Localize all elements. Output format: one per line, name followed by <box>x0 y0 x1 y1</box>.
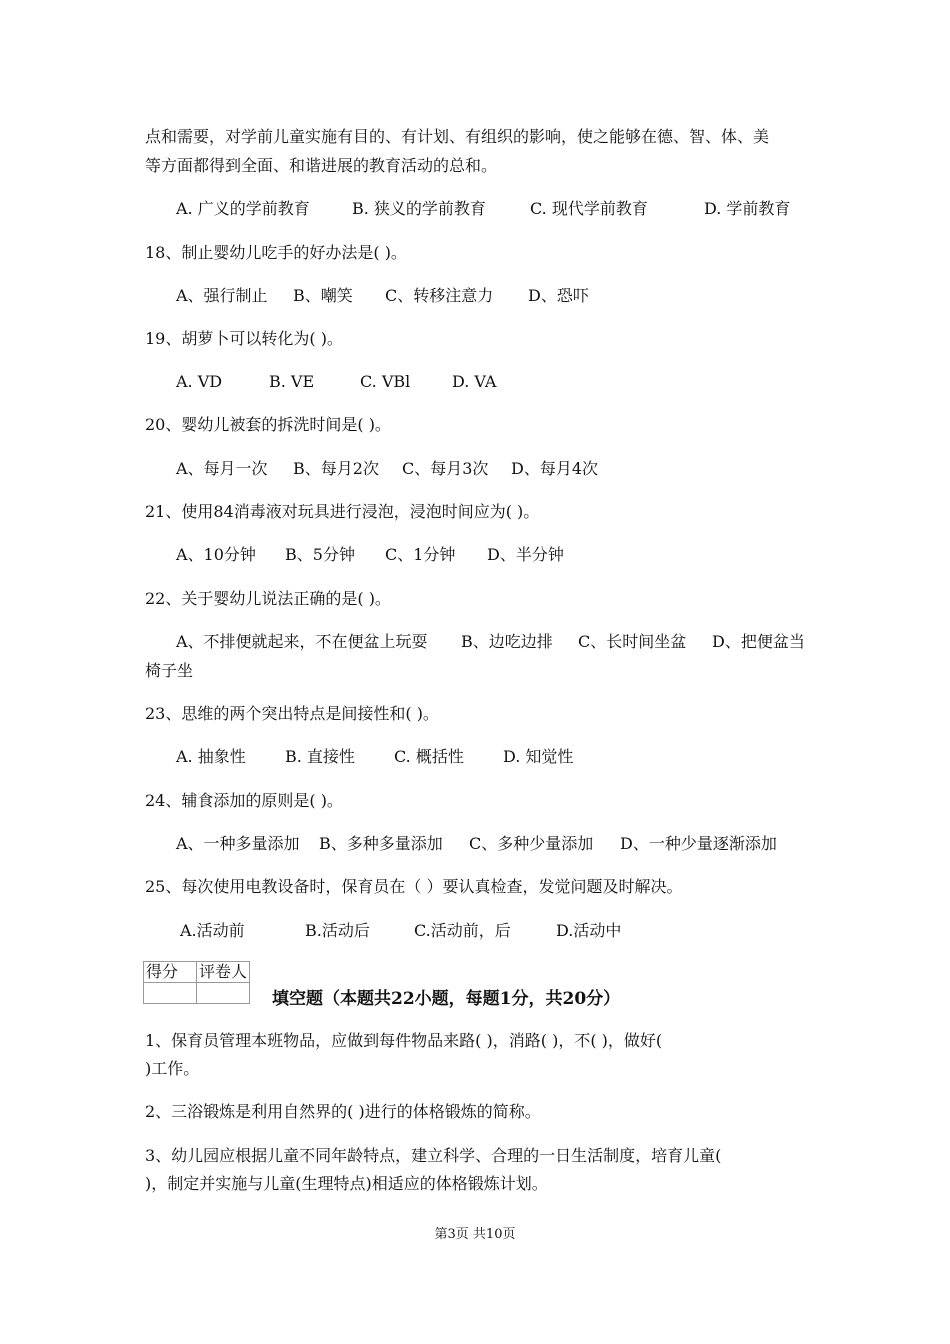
question-19-option-d: D. VA <box>452 372 497 391</box>
question-18-option-d: D、恐吓 <box>528 286 589 305</box>
question-22-continuation: 椅子坐 <box>145 661 194 680</box>
question-24-stem: 24、辅食添加的原则是( )。 <box>145 791 343 810</box>
question-23-option-c: C. 概括性 <box>394 747 464 766</box>
score-box <box>143 961 250 1004</box>
question-19-option-c: C. VBl <box>360 372 411 391</box>
question-25-option-b: B.活动后 <box>305 921 370 940</box>
question-25-stem: 25、每次使用电教设备时，保育员在（ ）要认真检查，发觉问题及时解决。 <box>145 877 683 896</box>
question-18-option-a: A、强行制止 <box>176 286 268 305</box>
question-22-option-b: B、边吃边排 <box>461 632 553 651</box>
fill-blank-1-line-1: 1、保育员管理本班物品，应做到每件物品来路( )，消路( )，不( )，做好( <box>145 1031 663 1050</box>
question-20-option-d: D、每月4次 <box>511 459 599 478</box>
question-18-stem: 18、制止婴幼儿吃手的好办法是( )。 <box>145 243 407 262</box>
question-22-stem: 22、关于婴幼儿说法正确的是( )。 <box>145 589 391 608</box>
question-23-stem: 23、思维的两个突出特点是间接性和( )。 <box>145 704 439 723</box>
intro-line-2: 等方面都得到全面、和谐进展的教育活动的总和。 <box>145 156 498 175</box>
intro-option-b: B. 狭义的学前教育 <box>352 199 486 218</box>
question-21-option-c: C、1分钟 <box>385 545 456 564</box>
question-18-option-b: B、嘲笑 <box>293 286 353 305</box>
question-19-option-a: A. VD <box>176 372 223 391</box>
question-21-option-b: B、5分钟 <box>285 545 355 564</box>
question-19-stem: 19、胡萝卜可以转化为( )。 <box>145 329 343 348</box>
question-20-option-c: C、每月3次 <box>402 459 489 478</box>
question-19-option-b: B. VE <box>269 372 315 391</box>
question-23-option-a: A. 抽象性 <box>176 747 246 766</box>
score-cell <box>144 983 197 1004</box>
fill-blank-3-line-1: 3、幼儿园应根据儿童不同年龄特点，建立科学、合理的一日生活制度，培育儿童( <box>145 1146 722 1165</box>
question-25-option-c: C.活动前，后 <box>414 921 511 940</box>
question-21-stem: 21、使用84消毒液对玩具进行浸泡，浸泡时间应为( )。 <box>145 502 540 521</box>
question-24-option-c: C、多种少量添加 <box>469 834 594 853</box>
question-23-option-b: B. 直接性 <box>285 747 355 766</box>
question-18-option-c: C、转移注意力 <box>385 286 494 305</box>
score-label: 得分 <box>144 962 197 983</box>
intro-option-d: D. 学前教育 <box>704 199 791 218</box>
question-22-option-a: A、不排便就起来，不在便盆上玩耍 <box>176 632 428 651</box>
intro-option-a: A. 广义的学前教育 <box>176 199 310 218</box>
fill-blank-1-line-2: )工作。 <box>145 1059 200 1078</box>
section-title: 填空题（本题共22小题，每题1分，共20分） <box>272 989 621 1009</box>
question-25-option-a: A.活动前 <box>180 921 245 940</box>
fill-blank-3-line-2: )，制定并实施与儿童(生理特点)相适应的体格锻炼计划。 <box>145 1174 548 1193</box>
question-20-stem: 20、婴幼儿被套的拆洗时间是( )。 <box>145 415 391 434</box>
page-footer: 第3页 共10页 <box>434 1227 516 1242</box>
question-22-option-c: C、长时间坐盆 <box>578 632 687 651</box>
intro-line-1: 点和需要，对学前儿童实施有目的、有计划、有组织的影响，使之能够在德、智、体、美 <box>145 127 770 146</box>
question-21-option-d: D、半分钟 <box>487 545 564 564</box>
question-21-option-a: A、10分钟 <box>176 545 256 564</box>
question-20-option-a: A、每月一次 <box>176 459 268 478</box>
question-24-option-b: B、多种多量添加 <box>319 834 443 853</box>
question-23-option-d: D. 知觉性 <box>503 747 574 766</box>
fill-blank-2-line-1: 2、三浴锻炼是利用自然界的( )进行的体格锻炼的简称。 <box>145 1102 541 1121</box>
question-25-option-d: D.活动中 <box>556 921 622 940</box>
question-24-option-a: A、一种多量添加 <box>176 834 300 853</box>
question-20-option-b: B、每月2次 <box>293 459 379 478</box>
question-24-option-d: D、一种少量逐渐添加 <box>620 834 777 853</box>
grader-cell <box>197 983 250 1004</box>
question-22-option-d: D、把便盆当 <box>712 632 805 651</box>
intro-option-c: C. 现代学前教育 <box>530 199 648 218</box>
grader-label: 评卷人 <box>197 962 250 983</box>
